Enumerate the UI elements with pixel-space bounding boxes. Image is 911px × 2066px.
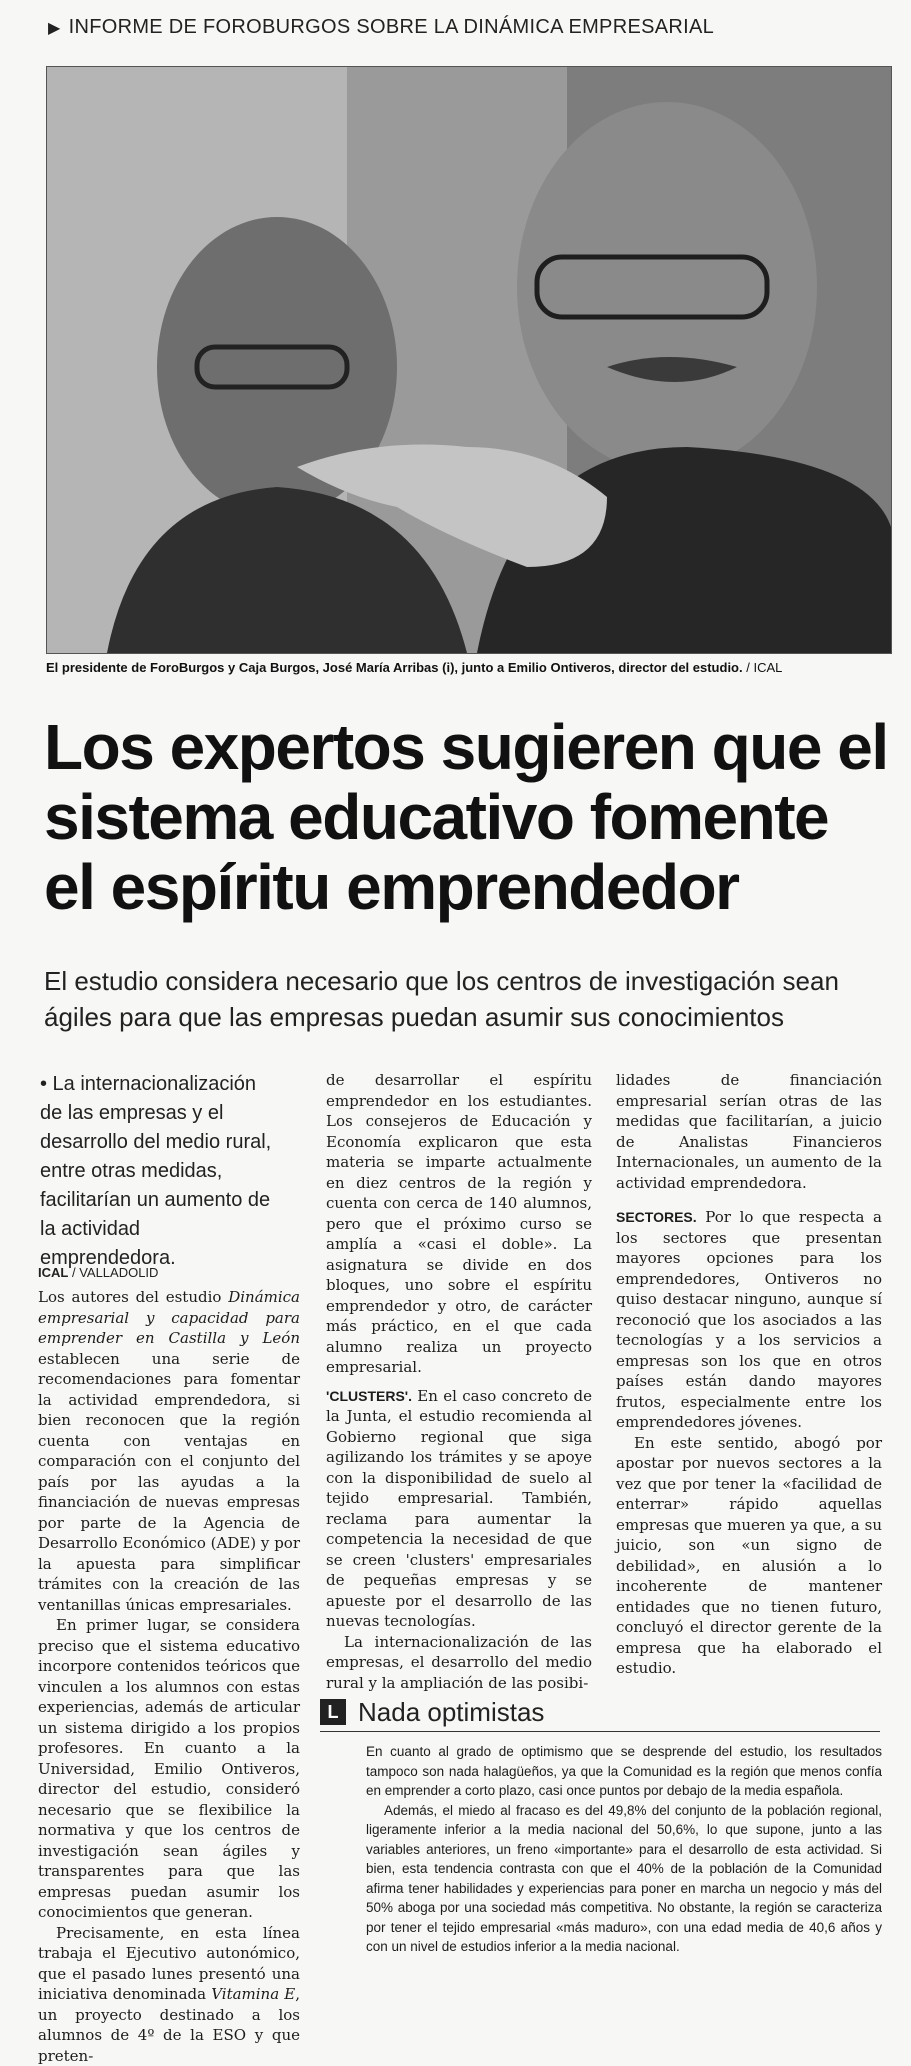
article-photo [46, 66, 892, 654]
text-run: En el caso concreto de la Junta, el estudio recomienda al Gobierno regional que siga agilizando los trámites y se apoye con la disponibilidad de suelo al tejido empresarial. También, reclama para aumentar la competencia la necesidad de que se creen 'clusters' empresariales de pequeñas empresas y se apueste por el desarrollo de las nuevas tecnologías. [326, 1387, 592, 1631]
highlight-summary: • La internacionalización de las empresas y el desarrollo del medio rural, entre otras medidas, facilitarían un aumento de la actividad emprendedora. [40, 1070, 280, 1273]
headline-line-3: el espíritu emprendedor [44, 851, 739, 923]
kicker-text: INFORME DE FOROBURGOS SOBRE LA DINÁMICA EMPRESARIAL [69, 16, 714, 38]
caption-text: El presidente de ForoBurgos y Caja Burgos, José María Arribas (i), junto a Emilio Ontiveros, director del estudio. [46, 660, 743, 675]
sidebar-paragraph-2: Además, el miedo al fracaso es del 49,8% del conjunto de la población regional, ligeramente inferior a la media nacional del 50,6%, lo que supone, junto a las variables anteriores, un freno «importante» para el desarrollo de esta actividad. Si bien, esta tendencia contrasta con que el 40% de la población de la Comunidad afirma tener habilidades y experiencias para poner en marcha un negocio y más del 50% aboga por una sociedad más competitiva. No obstante, la región se caracteriza por tener el tejido empresarial «más maduro», con una edad media de 40,6 años y con un nivel de estudios inferior a la media nacional. [366, 1801, 882, 1957]
column-1-paragraph-3 [38, 1923, 300, 2066]
text-run: Los autores del estudio [38, 1288, 228, 1306]
text-run: establecen una serie de recomendaciones para fomentar la actividad emprendedora, si bien reconocen que la región cuenta con ventajas en comparación con el conjunto del país por las ayudas a la financiación de nuevas empresas por parte de la Agencia de Desarrollo Económico (ADE) y por la apuesta para simplificar trámites con la creación de las ventanillas únicas empresariales. [38, 1350, 300, 1614]
sidebar-title: Nada optimistas [358, 1697, 544, 1727]
text-run: Por lo que respecta a los sectores que presentan mayores opciones para los emprendedores, Ontiveros no quiso destacar ninguno, aunque sí reconoció que los asociados a las tecnologías y a los servicios a empresas son los que en otros países están dando mayores frutos, especialmente entre los emprendedores jóvenes. [616, 1208, 882, 1431]
byline [38, 1265, 298, 1280]
sidebar-header [320, 1697, 880, 1732]
column-2 [326, 1070, 592, 1693]
play-triangle-icon: ▶ [48, 18, 61, 38]
initiative-title: Vitamina E [211, 1985, 295, 2003]
text-run: Precisamente, en esta línea trabaja el Ejecutivo autonómico, que el pasado lunes presentó una iniciativa denominada [38, 1924, 300, 2004]
newspaper-logo-icon: L [320, 1699, 346, 1725]
headline-line-2: sistema educativo fomente [44, 781, 828, 853]
headline [44, 712, 894, 922]
section-lead-clusters: 'CLUSTERS'. [326, 1388, 412, 1404]
subheadline: El estudio considera necesario que los centros de investigación sean ágiles para que las empresas puedan asumir sus conocimientos [44, 963, 894, 1035]
column-1-paragraph-2: En primer lugar, se considera preciso que el sistema educativo incorpore contenidos teóricos que vinculen a los alumnos con estas experiencias, además de articular un sistema dirigido a los propios profesores. En cuanto a la Universidad, Emilio Ontiveros, director del estudio, consideró necesario que se flexibilice la normativa y que los centros de investigación sean ágiles y transparentes para que las empresas puedan asumir los conocimientos que generan. [38, 1615, 300, 1923]
sidebar-box [366, 1742, 882, 1957]
column-3-paragraph-3: En este sentido, abogó por apostar por nuevos sectores a la vez que por tener la «facilidad de enterrar» rápido aquellas empresas que mueren ya que, a su juicio, son «un signo de debilidad», en alusión a lo incoherente de mantener entidades que no tienen futuro, concluyó el director gerente de la empresa que ha elaborado el estudio. [616, 1433, 882, 1679]
study-title: Dinámica empresarial y capacidad para emprender en Castilla y León [38, 1288, 300, 1347]
byline-place: / VALLADOLID [72, 1265, 158, 1280]
column-2-paragraph-3: La internacionalización de las empresas, el desarrollo del medio rural y la ampliación de las posibi- [326, 1632, 592, 1694]
column-2-paragraph-1: de desarrollar el espíritu emprendedor en los estudiantes. Los consejeros de Educación y Economía explicaron que esta materia se imparte actualmente en diez centros de la región y cuenta con cerca de 140 alumnos, pero que el próximo curso se amplía a «casi el doble». La asignatura se divide en dos bloques, uno sobre el espíritu emprendedor y otro, de carácter más práctico, en el que cada alumno realiza un proyecto empresarial. [326, 1070, 592, 1378]
headline-line-1: Los expertos sugieren que el [44, 711, 888, 783]
photo-credit: / ICAL [746, 660, 782, 675]
column-1 [38, 1287, 300, 2066]
byline-agency: ICAL [38, 1265, 68, 1280]
sidebar-paragraph-1: En cuanto al grado de optimismo que se desprende del estudio, los resultados tampoco son nada halagüeños, ya que la Comunidad es la región que menos confía en emprender a corto plazo, casi once puntos por debajo de la media española. [366, 1742, 882, 1801]
column-2-paragraph-2 [326, 1386, 592, 1632]
column-1-paragraph-1 [38, 1287, 300, 1615]
column-3-paragraph-2 [616, 1207, 882, 1433]
photo-caption [46, 660, 890, 675]
column-3-paragraph-1: lidades de financiación empresarial serían otras de las medidas que facilitarían, a juicio de Analistas Financieros Internacionales, un aumento de la actividad emprendedora. [616, 1070, 882, 1193]
photo-illustration [47, 67, 891, 653]
section-lead-sectores: SECTORES. [616, 1209, 697, 1225]
column-3 [616, 1070, 882, 1679]
text-run: , un proyecto destinado a los alumnos de 4º de la ESO y que preten- [38, 1985, 300, 2065]
section-kicker [48, 16, 888, 39]
